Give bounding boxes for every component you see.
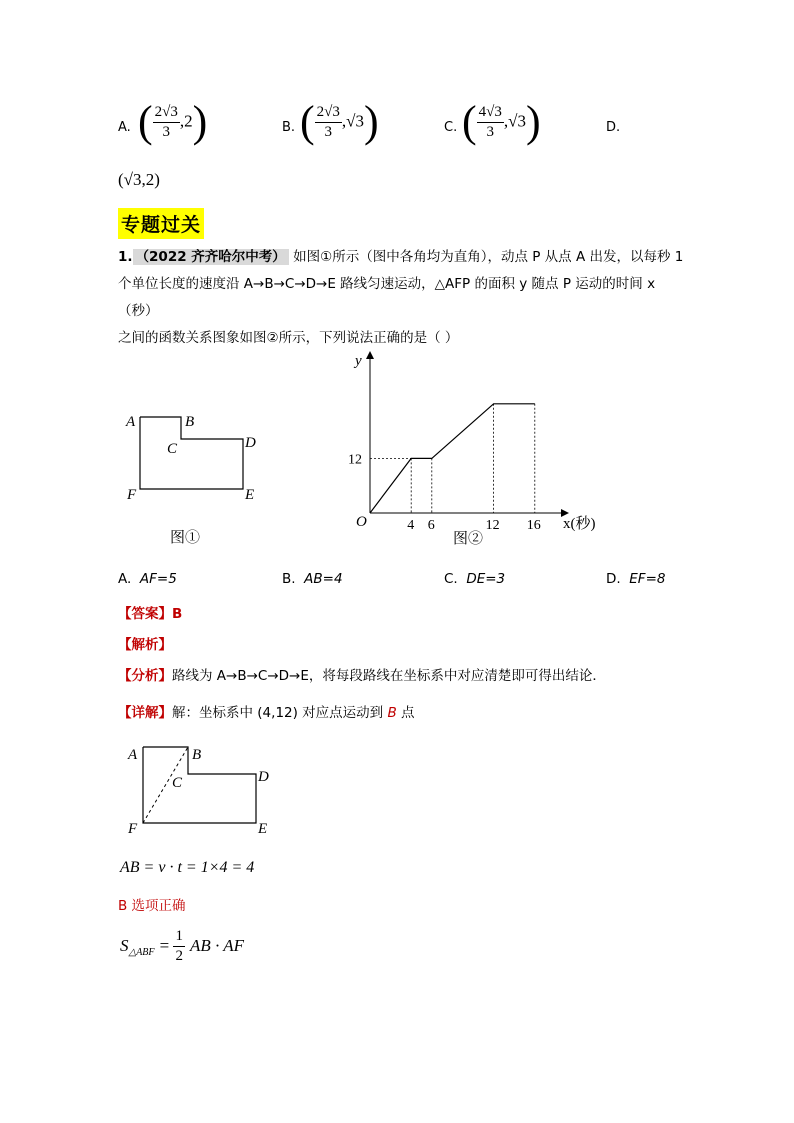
option-a-value: ( $\frac{2√3}{3}$ ,2) (138, 97, 208, 146)
question-source-tag: （2022 齐齐哈尔中考） (133, 249, 289, 265)
xiangjie-label: 【详解】 (118, 705, 172, 721)
question-line-2: 个单位长度的速度沿 A→B→C→D→E 路线匀速运动，△AFP 的面积 y 随点 P 运动的时间 x（秒） (118, 276, 656, 319)
choice-b (282, 571, 343, 587)
fig3-label-e: E (258, 821, 268, 837)
fig1-label-a: A (126, 414, 136, 430)
figure-2-graph (335, 345, 615, 555)
analysis-label: 【解析】 (118, 637, 172, 653)
fig1-label-b: B (185, 414, 195, 430)
option-b-numerator: 2√3 (315, 104, 342, 123)
answer (118, 602, 182, 622)
fig3-label-a: A (128, 747, 138, 763)
x-tick-12: 12 (485, 518, 500, 533)
choice-a-text: AF=5 (139, 571, 177, 587)
guide-lines (370, 404, 535, 513)
choice-b-text: AB=4 (304, 571, 343, 587)
fig1-label-f: F (127, 487, 137, 503)
choice-d-text: EF=8 (629, 571, 666, 587)
xiangjie-text: 解：坐标系中 (4,12) 对应点运动到 (172, 705, 388, 721)
option-c-denominator: 3 (486, 123, 495, 140)
option-c-label: C. (444, 120, 458, 135)
equation-2-s: S (120, 936, 129, 955)
figure-2-caption: 图② (453, 531, 484, 547)
origin-label: O (356, 514, 367, 530)
fig1-label-e: E (245, 487, 255, 503)
xiangjie-tail: 点 (396, 705, 415, 721)
question-line-3: 之间的函数关系图象如图②所示，下列说法正确的是（ ） (118, 330, 459, 346)
option-a-label: A. (118, 120, 131, 135)
equation-2-denominator: 2 (175, 948, 183, 964)
question-text (118, 244, 688, 352)
xiangjie (118, 701, 415, 721)
x-tick-6: 6 (427, 518, 435, 533)
y-tick-12: 12 (348, 452, 362, 468)
x-axis-label: x(秒) (563, 516, 596, 532)
option-d-value: (√3,2) (118, 170, 160, 189)
question-line-1-text: 如图①所示（图中各角均为直角），动点 P 从点 A 出发，以每秒 1 (293, 249, 684, 265)
choice-b-label: B. (282, 571, 296, 587)
fig3-label-c: C (172, 775, 183, 791)
fenxi-text: 路线为 A→B→C→D→E，将每段路线在坐标系中对应清楚即可得出结论． (172, 668, 606, 684)
section-title: 专题过关 (118, 208, 204, 239)
fig1-label-c: C (167, 441, 178, 457)
fenxi-label: 【分析】 (118, 668, 172, 684)
choice-c (444, 571, 505, 587)
fig1-label-d: D (245, 435, 256, 451)
x-tick-4: 4 (407, 518, 415, 533)
option-c-tail: √3 (508, 111, 526, 131)
fenxi (118, 664, 606, 684)
y-axis-label: y (355, 353, 362, 369)
fig3-label-b: B (192, 747, 202, 763)
figure-1-caption: 图① (170, 530, 201, 546)
question-line-1 (118, 244, 688, 271)
choice-a (118, 571, 177, 587)
fig3-label-d: D (258, 769, 269, 785)
choice-a-label: A. (118, 571, 132, 587)
option-c-value: ( $\frac{4√3}{3}$ ,√3) (462, 97, 541, 146)
answer-label: 【答案】 (118, 606, 172, 622)
figure-1 (118, 400, 298, 560)
b-correct-text: B 选项正确 (118, 898, 186, 914)
option-b-tail: √3 (346, 111, 364, 131)
answer-value: B (172, 606, 183, 622)
option-d-label: D. (606, 120, 621, 135)
equation-2-numerator: 1 (173, 928, 185, 947)
equation-2-tail: AB · AF (190, 936, 245, 955)
question-number: 1. (118, 249, 133, 265)
option-a-numerator: 2√3 (153, 104, 180, 123)
x-tick-16: 16 (526, 518, 541, 533)
equation-2: $S_{\triangle ABF}$ = $\frac{1}{2}$ AB · AF (120, 928, 245, 964)
option-b-value: ( $\frac{2√3}{3}$ ,√3) (300, 97, 379, 146)
equation-2-subscript: △ABF (128, 947, 155, 959)
option-b-denominator: 3 (324, 123, 333, 140)
figure-3 (118, 738, 298, 838)
fig3-label-f: F (128, 821, 138, 837)
equation-1: AB = v · t = 1×4 = 4 (120, 859, 255, 876)
option-a-denominator: 3 (162, 123, 171, 140)
option-a-tail: ,2 (179, 111, 193, 131)
option-b-label: B. (282, 120, 296, 135)
choice-d-label: D. (606, 571, 621, 587)
xiangjie-point: B (387, 705, 397, 721)
choice-c-text: DE=3 (466, 571, 506, 587)
choice-c-label: C. (444, 571, 458, 587)
option-c-numerator: 4√3 (477, 104, 504, 123)
choice-d (606, 571, 665, 587)
